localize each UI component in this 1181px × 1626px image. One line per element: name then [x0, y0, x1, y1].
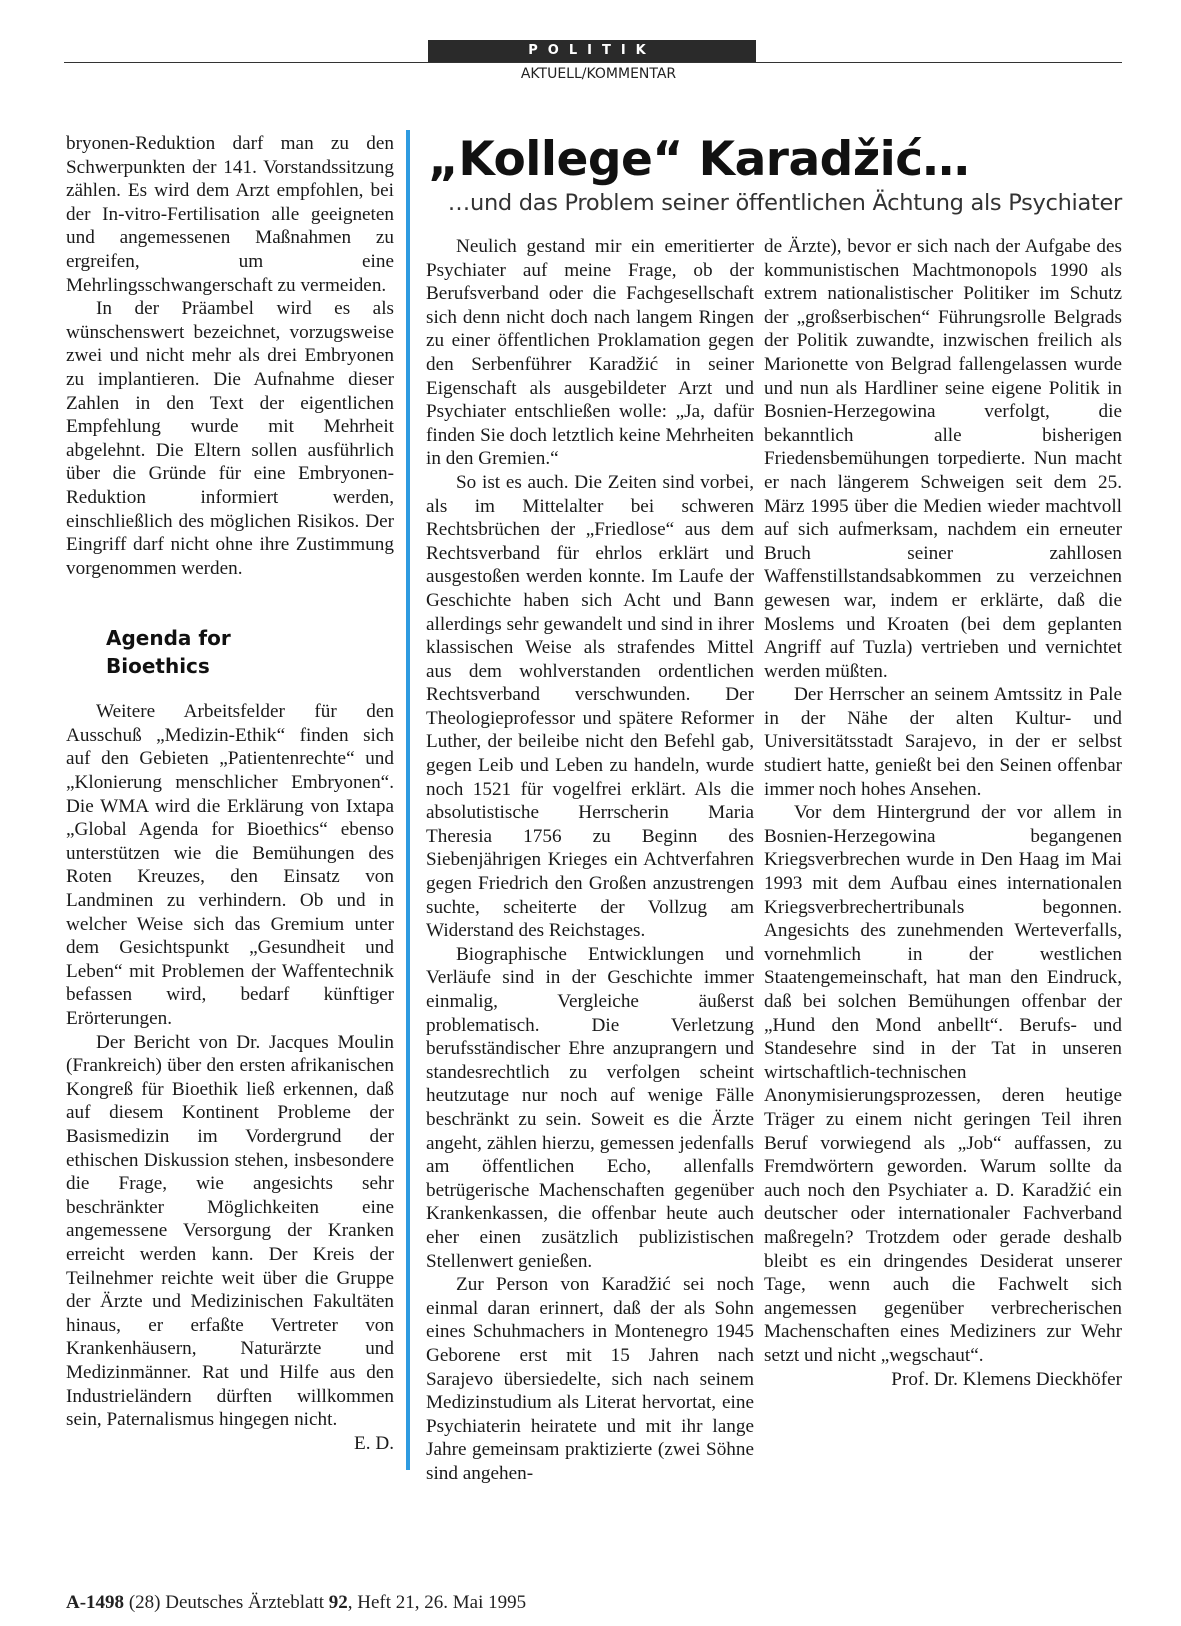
paragraph: Der Herrscher an seinem Amtssitz in Pale in der Nähe der alten Kultur- und Universitätsstadt Sarajevo, in der er selbst studiert hatte, genießt bei den Seinen offenbar immer noch hohes Ansehen.	[764, 684, 1122, 800]
paragraph: de Ärzte), bevor er sich nach der Aufgabe des kommunistischen Machtmonopols 1990 als extrem nationalistischer Politiker im Schutz der „großserbischen“ Führungsrolle Belgrads der Politik zuwandte, inzwischen freilich als Marionette von Belgrad fallengelassen wurde und nun als Hardliner seine eigene Politik in Bosnien-Herzegowina verfolgt, die bekanntlich alle bisherigen Friedensbemühungen torpedierte. Nun macht er nach längerem Schweigen seit dem 25. März 1995 über die Medien wieder machtvoll auf sich aufmerksam, nachdem ein erneuter Bruch seiner zahllosen Waffenstillstandsabkommen zu verzeichnen gewesen war, indem er erklärte, daß die Moslems und Kroaten (bei dem geplanten Angriff auf Tuzla) vertrieben und vernichtet werden müßten.	[764, 236, 1122, 682]
page-number: A-1498	[66, 1592, 125, 1613]
footer-volume: 92	[328, 1592, 348, 1613]
paragraph: In der Präambel wird es als wünschenswert bezeichnet, vorzugsweise zwei und nicht mehr als drei Embryonen zu implantieren. Die Aufnahme dieser Zahlen in den Text der eigentlichen Empfehlung wurde mit Mehrheit abgelehnt. Die Eltern sollen ausführlich über die Gründe für eine Embryonen-Reduktion informiert werden, einschließlich des möglichen Risikos. Der Eingriff darf nicht ohne ihre Zustimmung vorgenommen werden.	[66, 298, 394, 579]
subsection-label	[0, 66, 1181, 82]
article-subtitle: …und das Problem seiner öffentlichen Ächtung als Psychiater	[447, 190, 1122, 216]
author-initials: E. D.	[354, 1432, 394, 1454]
column-left	[66, 132, 394, 1455]
subheading-line: Agenda for	[106, 626, 231, 651]
paragraph-text: Der Bericht von Dr. Jacques Moulin (Frankreich) über den ersten afrikanischen Kongreß für Bioethik ließ erkennen, daß auf diesem Kontinent Probleme der Basismedizin im Vordergrund der ethischen Diskussion stehen, insbesondere die Frage, wie angesichts sehr beschränkter Möglichkeiten eine angemessene Versorgung der Kranken erreicht werden kann. Der Kreis der Teilnehmer reichte weit über die Gruppe der Ärzte und Medizinischen Fakultäten hinaus, er erfaßte Vertreter von Krankenhäusern, Naturärzte und Medizinmänner. Rat und Hilfe aus den Industrieländern dürften willkommen sein, Paternalismus hingegen nicht.	[66, 1031, 394, 1431]
article-headline: „Kollege“ Karadžić…	[428, 132, 970, 187]
paragraph: Weitere Arbeitsfelder für den Ausschuß „Medizin-Ethik“ finden sich auf den Gebieten „Patientenrechte“ und „Klonierung menschlicher Embryonen“. Die WMA wird die Erklärung von Ixtapa „Global Agenda for Bioethics“ ebenso unterstützen wie die Bemühungen des Roten Kreuzes, den Einsatz von Landminen zu verhindern. Ob und in welcher Weise sich das Gremium unter dem Gesichtspunkt „Gesundheit und Leben“ mit Problemen der Waffentechnik befassen wird, bedarf künftiger Erörterungen.	[66, 701, 394, 1029]
column-right	[764, 235, 1122, 1391]
paragraph: Neulich gestand mir ein emeritierter Psychiater auf meine Frage, ob der Berufsverband oder die Fachgesellschaft sich denn nicht doch nach langem Ringen zu einer öffentlichen Proklamation gegen den Serbenführer Karadžić in seiner Eigenschaft als ausgebildeter Arzt und Psychiater entschließen wolle: „Ja, dafür finden Sie doch letztlich keine Mehrheiten in den Gremien.“	[426, 236, 754, 470]
section-label: POLITIK	[428, 40, 756, 62]
subheading	[106, 624, 394, 680]
paragraph: bryonen-Reduktion darf man zu den Schwerpunkten der 141. Vorstandssitzung zählen. Es wird dem Arzt empfohlen, bei der In-vitro-Fertilisation alle geeigneten und angemessenen Maßnahmen zu ergreifen, um eine Mehrlingsschwangerschaft zu vermeiden.	[66, 133, 394, 296]
footer-issue: , Heft 21, 26. Mai 1995	[347, 1592, 527, 1613]
paragraph	[66, 1031, 394, 1454]
article-author: Prof. Dr. Klemens Dieckhöfer	[891, 1368, 1122, 1390]
paragraph: Biographische Entwicklungen und Verläufe sind in der Geschichte immer einmalig, Vergleiche äußerst problematisch. Die Verletzung berufsständischer Ehre anzuprangern und standesrechtlich zu verfolgen scheint heutzutage nur noch auf wenige Fälle beschränkt zu sein. Soweit es die Ärzte angeht, zählen hierzu, gemessen jedenfalls am öffentlichen Echo, allenfalls betrügerische Machenschaften gegenüber Krankenkassen, die offenbar heute auch eher einen zusätzlich publizistischen Stellenwert genießen.	[426, 943, 754, 1272]
subsection-text: AKTUELL/KOMMENTAR	[520, 66, 677, 82]
paragraph: Vor dem Hintergrund der vor allem in Bosnien-Herzegowina begangenen Kriegsverbrechen wurde in Den Haag im Mai 1993 mit dem Aufbau eines internationalen Kriegsverbrechertribunals begonnen. Angesichts des zunehmenden Werteverfalls, vornehmlich in der westlichen Staatengemeinschaft, hat man den Eindruck, daß bei solchen Bemühungen offenbar der „Hund den Mond anbellt“. Berufs- und Standesehre sind in der Tat in unseren wirtschaftlich-technischen Anonymisierungsprozessen, deren heutige Träger zu einem nicht geringen Teil ihren Beruf vorwiegend als „Job“ auffassen, zu Fremdwörtern geworden. Warum sollte da auch noch den Psychiater a. D. Karadžić ein deutscher oder internationaler Fachverband maßregeln? Trotzdem oder gerade deshalb bleibt es ein dringendes Desiderat unserer Tage, wenn auch die Fachwelt sich angemessen gegenüber verbrecherischen Machenschaften eines Mediziners zur Wehr setzt und nicht „wegschaut“.	[764, 802, 1122, 1366]
paragraph: So ist es auch. Die Zeiten sind vorbei, als im Mittelalter bei schweren Rechtsbrüchen der „Friedlose“ aus dem Rechtsverband für ehrlos erklärt und ausgestoßen werden konnte. Im Laufe der Geschichte haben sich Acht und Bann allerdings sehr gewandelt und sind in ihrer klassischen Weise als strafendes Mittel aus dem wohlverstanden ordentlichen Rechtsverband verschwunden. Der Theologieprofessor und spätere Reformer Luther, der beileibe nicht den Befehl gab, gegen Leib und Leben zu handeln, wurde noch 1521 für vogelfrei erklärt. Als die absolutistische Herrscherin Maria Theresia 1756 zu Beginn des Siebenjährigen Krieges ein Achtverfahren gegen Friedrich den Großen anzustrengen suchte, scheiterte der Vollzug am Widerstand des Reichstages.	[426, 471, 754, 942]
paragraph: Zur Person von Karadžić sei noch einmal daran erinnert, daß der als Sohn eines Schuhmachers in Montenegro 1945 Geborene erst mit 15 Jahren nach Sarajevo übersiedelte, sich nach seinem Medizinstudium als Literat hervortat, eine Psychiaterin heiratete und mit ihr lange Jahre gemeinsam praktizierte (zwei Söhne sind angehen-	[426, 1274, 754, 1484]
column-divider	[406, 130, 410, 1470]
header-rule	[64, 62, 1122, 63]
subheading-line: Bioethics	[106, 654, 210, 679]
footer-journal: (28) Deutsches Ärzteblatt	[128, 1592, 325, 1613]
column-middle	[426, 235, 754, 1485]
page-footer	[66, 1592, 526, 1614]
